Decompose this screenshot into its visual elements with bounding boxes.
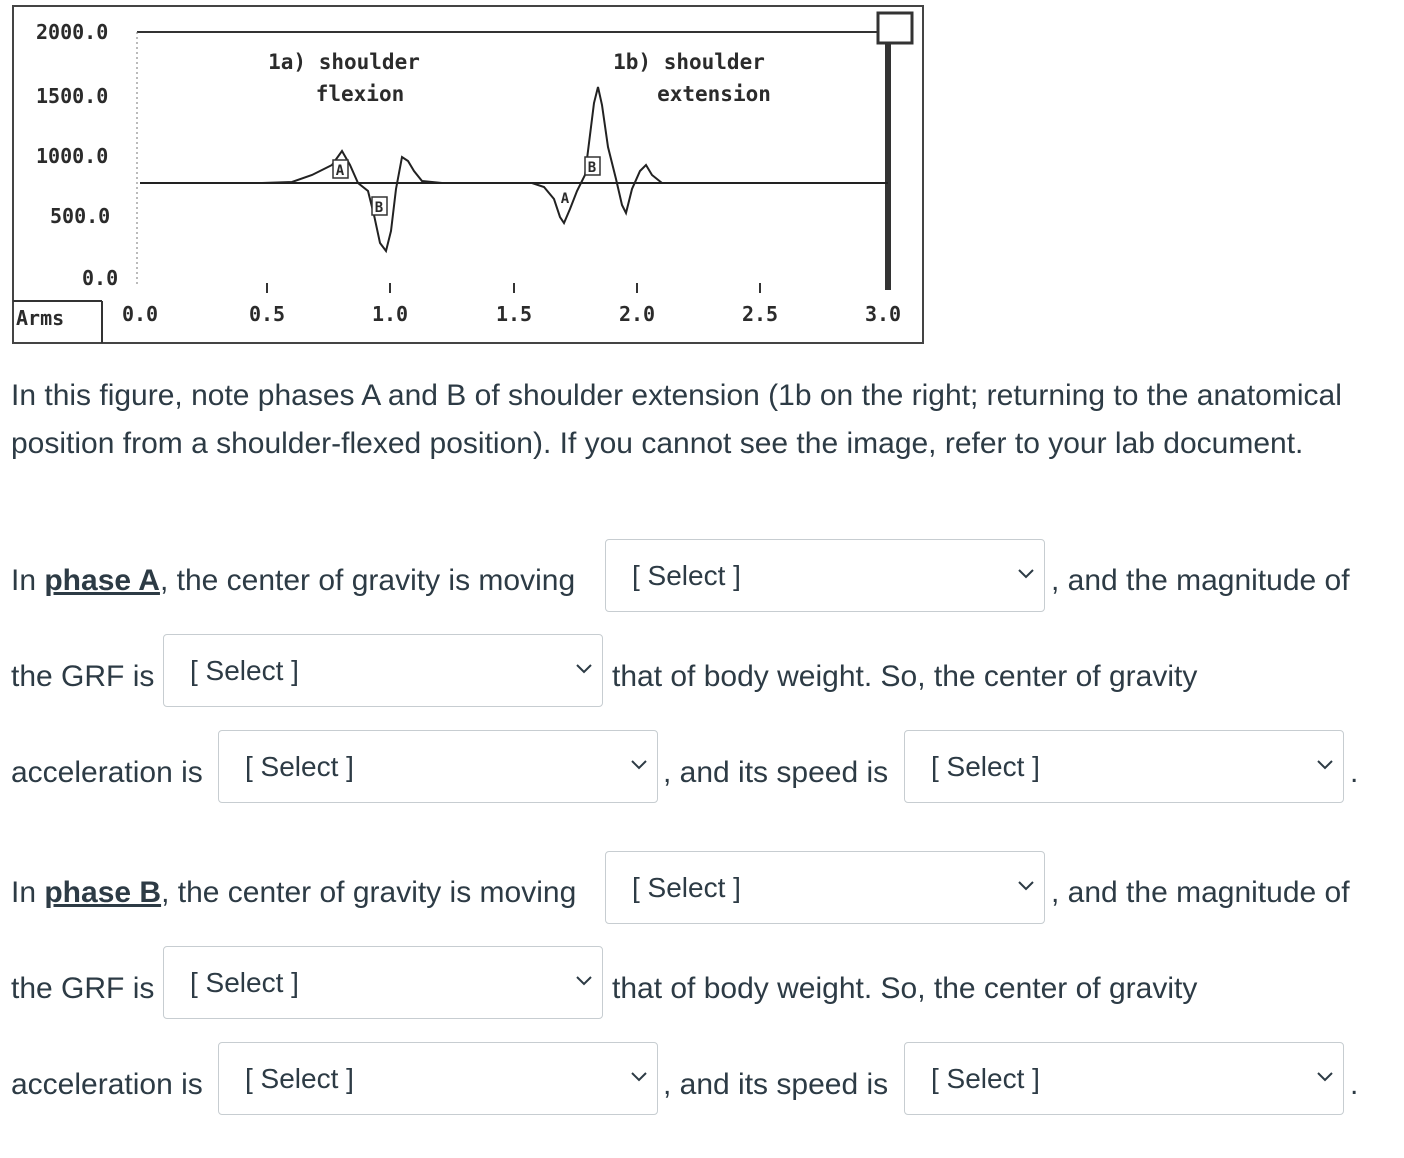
x-tick-0: 0.0 [121,302,159,326]
x-tick-1-0: 1.0 [371,302,409,326]
q1-phase-link: phase A [44,564,160,597]
corner-label: Arms [16,306,65,330]
q1-line1-end: , and the magnitude of [1051,564,1350,597]
y-tick-2000: 2000.0 [36,20,109,44]
x-tick-3-0: 3.0 [864,302,902,326]
chevron-down-icon [574,973,594,987]
scroll-box [878,13,912,43]
label-1a-phase-b: B [374,200,384,216]
chevron-down-icon [1315,1069,1335,1083]
dropdown-value: [ Select ] [632,560,741,591]
y-tick-1500: 1500.0 [36,84,109,108]
y-tick-0: 0.0 [82,266,119,290]
q1-line1-text: , the center of gravity is moving [159,564,576,597]
q1-line2-start: the GRF is [11,660,155,693]
q2-line1-end: , and the magnitude of [1051,876,1350,909]
dropdown-value: [ Select ] [190,655,299,686]
q1-line1 [11,564,575,598]
x-tick-1-5: 1.5 [495,302,533,326]
q2-line1-text: , the center of gravity is moving [161,876,577,909]
q2-line3-end: . [1350,1068,1359,1101]
q1-acceleration-dropdown[interactable] [218,730,658,803]
dropdown-value: [ Select ] [931,751,1040,782]
dropdown-value: [ Select ] [931,1063,1040,1094]
x-tick-2-0: 2.0 [618,302,656,326]
q1-prefix: In [11,564,45,597]
q2-line1 [11,876,576,910]
q1-grf-dropdown[interactable] [163,634,603,707]
chevron-down-icon [1016,878,1036,892]
chevron-down-icon [629,1069,649,1083]
q2-line2-start: the GRF is [11,972,155,1005]
dropdown-value: [ Select ] [190,967,299,998]
q2-acceleration-dropdown[interactable] [218,1042,658,1115]
q1-line3-end: . [1350,756,1359,789]
q2-speed-dropdown[interactable] [904,1042,1344,1115]
label-1a-phase-a: A [335,163,345,179]
q1-direction-dropdown[interactable] [605,539,1045,612]
q2-grf-dropdown[interactable] [163,946,603,1019]
q2-line3-start: acceleration is [11,1068,203,1101]
label-1a-line2: flexion [315,82,405,106]
label-1a-line1: 1a) shoulder [268,50,420,74]
q2-direction-dropdown[interactable] [605,851,1045,924]
q2-line2-end: that of body weight. So, the center of gravity [612,972,1198,1005]
y-tick-500: 500.0 [50,204,111,228]
label-1b-phase-a: A [560,191,570,207]
chevron-down-icon [1016,566,1036,580]
dropdown-value: [ Select ] [245,1063,354,1094]
chevron-down-icon [574,661,594,675]
q1-speed-dropdown[interactable] [904,730,1344,803]
q1-line3-mid: , and its speed is [663,756,889,789]
label-1b-phase-b: B [587,160,597,176]
x-tick-2-5: 2.5 [741,302,779,326]
chevron-down-icon [1315,757,1335,771]
dropdown-value: [ Select ] [632,872,741,903]
chevron-down-icon [629,757,649,771]
dropdown-value: [ Select ] [245,751,354,782]
q2-prefix: In [11,876,45,909]
label-1b-line2: extension [657,82,771,106]
x-tick-0-5: 0.5 [248,302,286,326]
emg-figure-svg [12,5,924,345]
emg-figure [12,5,924,345]
q2-line3-mid: , and its speed is [663,1068,889,1101]
q1-line2-end: that of body weight. So, the center of gravity [612,660,1198,693]
figure-border [13,6,923,343]
q1-line3-start: acceleration is [11,756,203,789]
label-1b-line1: 1b) shoulder [613,50,765,74]
q2-phase-link: phase B [44,876,162,909]
intro-paragraph: In this figure, note phases A and B of shoulder extension (1b on the right; returning to the anatomical position from a shoulder-flexed position). If you cannot see the image, refer to your lab document. [11,379,1342,460]
y-tick-1000: 1000.0 [36,144,109,168]
